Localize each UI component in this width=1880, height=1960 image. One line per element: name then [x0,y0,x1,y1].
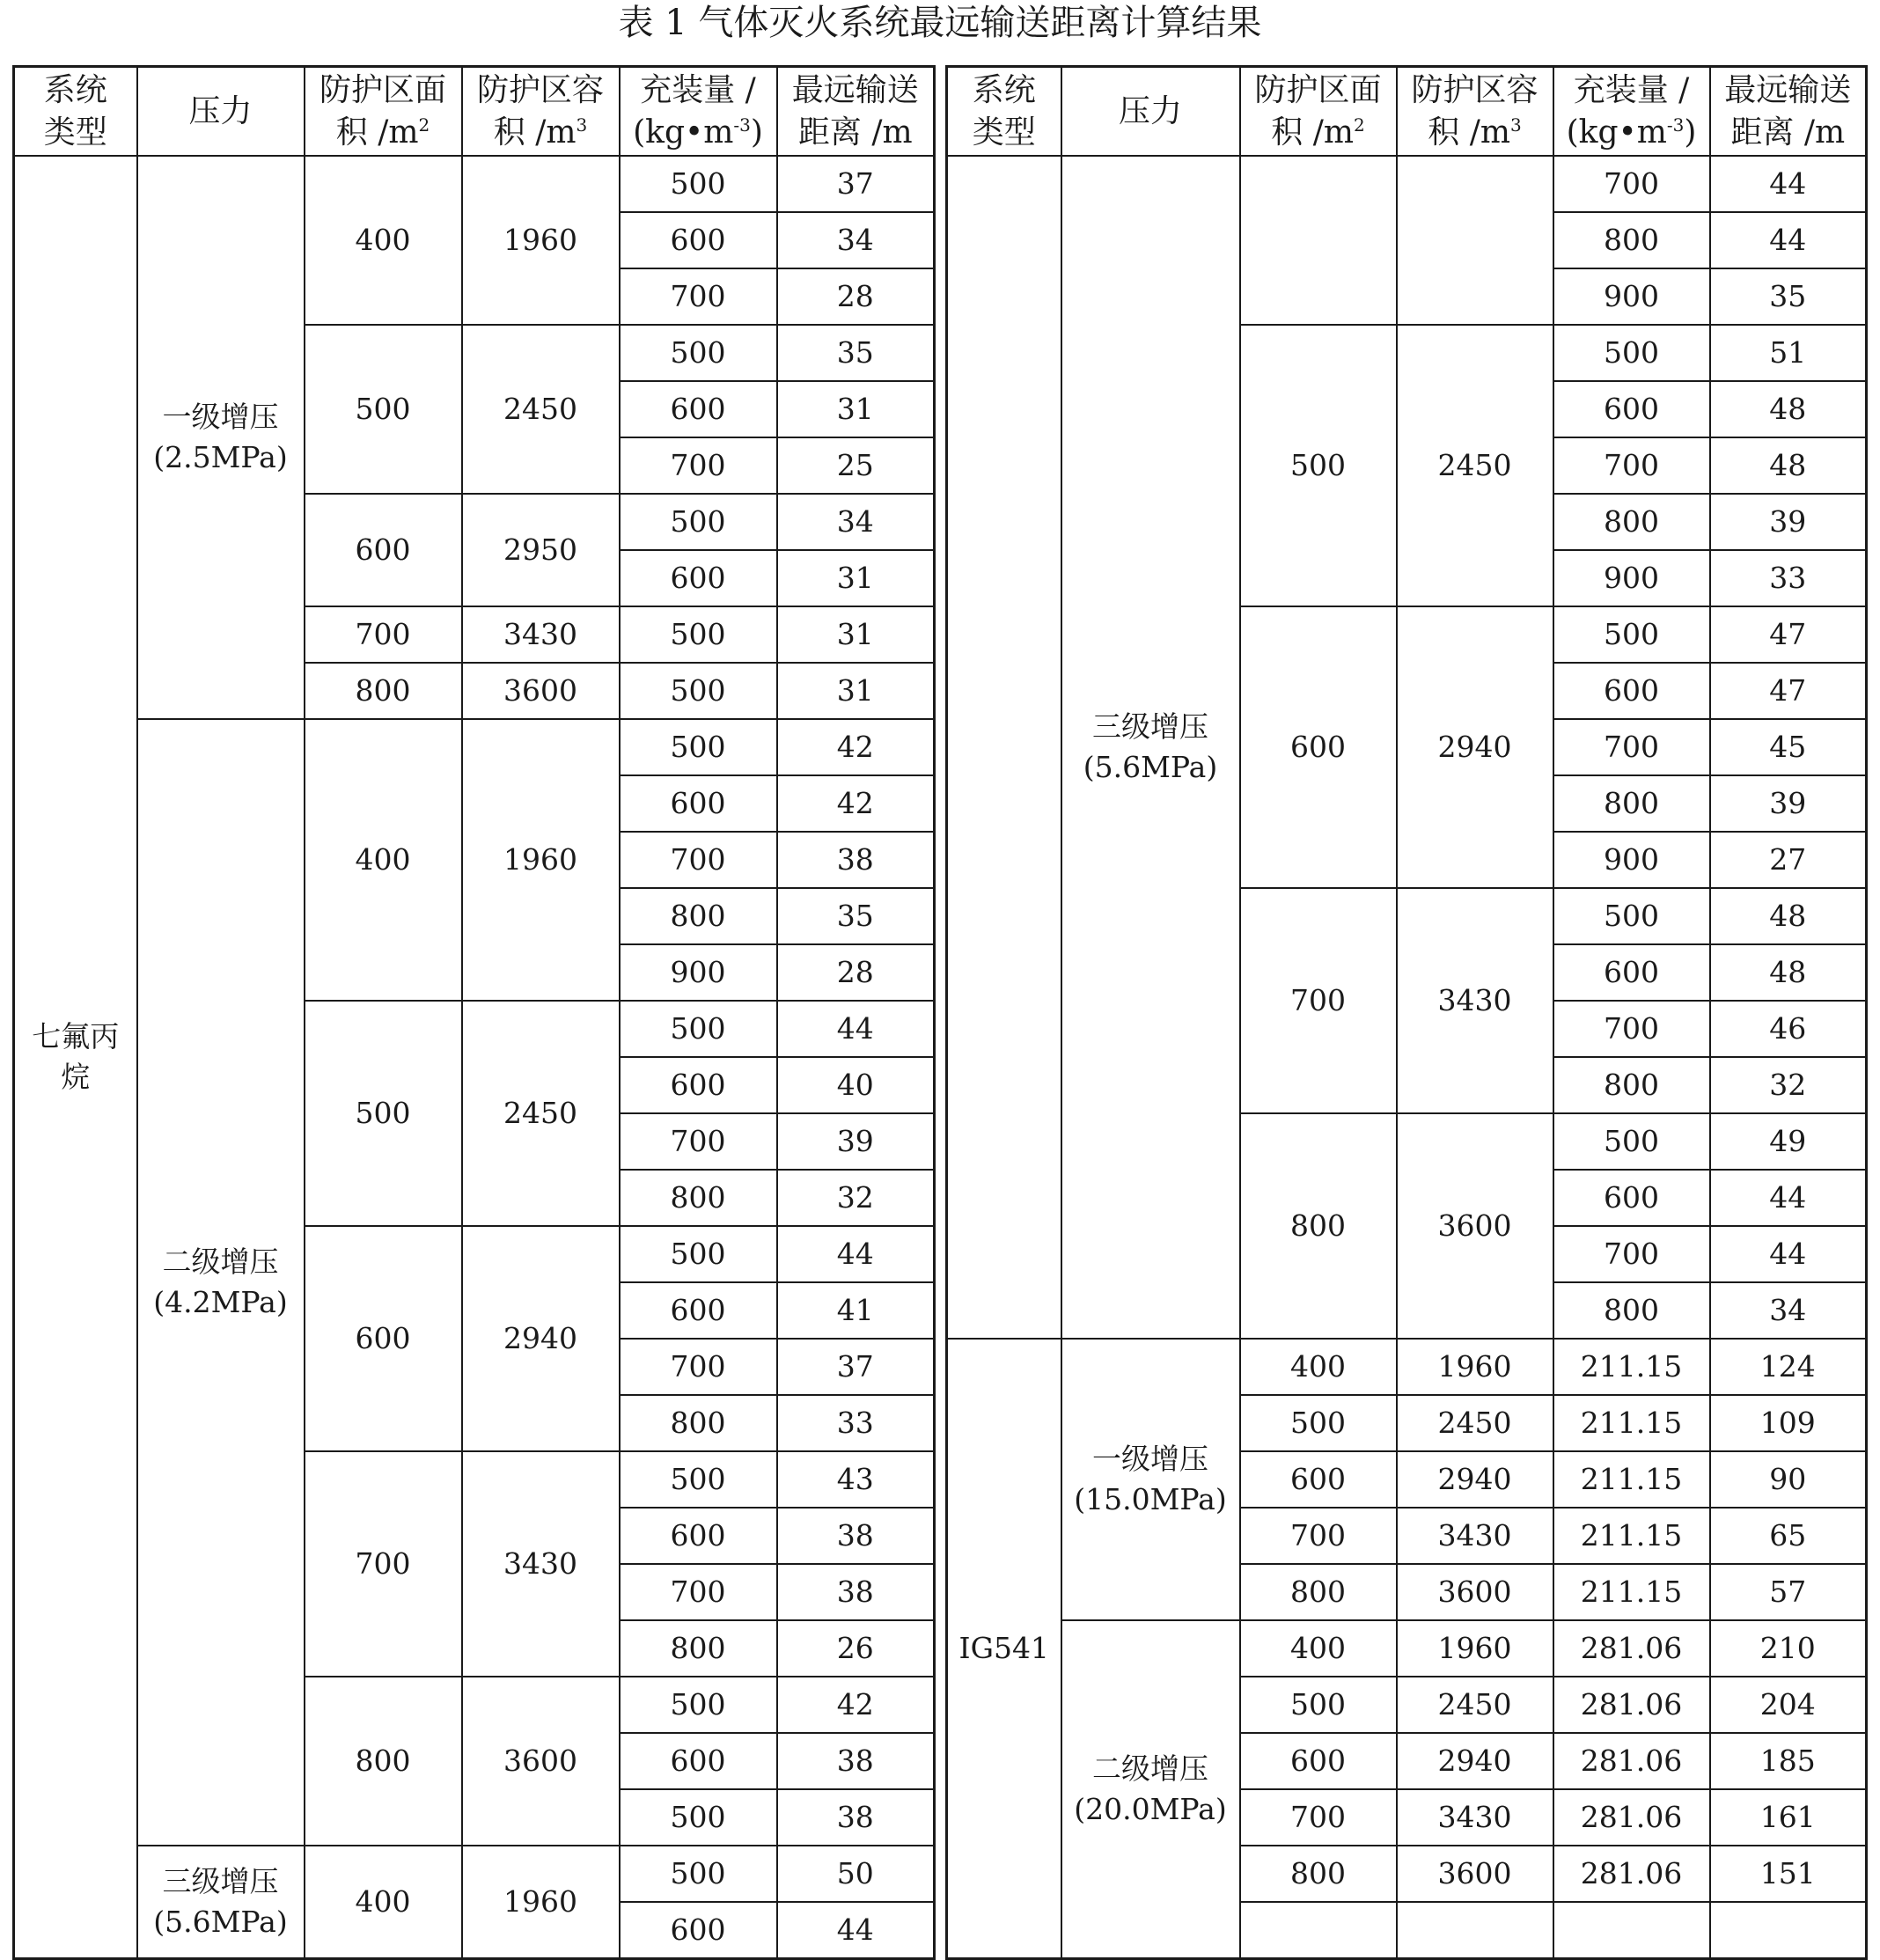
charge-cell: 700 [620,832,777,888]
header-distance: 最远输送 距离 /m [777,67,935,157]
area-cell: 700 [1240,1789,1397,1846]
distance-cell: 39 [777,1113,935,1170]
system-type-cell [947,156,1061,1339]
volume-cell: 2450 [1397,1395,1553,1451]
charge-cell: 700 [1553,1001,1710,1057]
charge-cell: 500 [620,325,777,381]
distance-cell: 161 [1710,1789,1867,1846]
distance-cell: 31 [777,381,935,437]
header-system-type: 系统 类型 [14,67,137,157]
distance-cell: 47 [1710,663,1867,719]
distance-cell: 57 [1710,1564,1867,1620]
volume-cell: 3600 [462,663,620,719]
distance-cell: 151 [1710,1846,1867,1902]
charge-cell: 600 [1553,944,1710,1001]
charge-cell: 700 [620,268,777,325]
distance-cell: 33 [777,1395,935,1451]
distance-cell: 49 [1710,1113,1867,1170]
charge-cell: 600 [1553,663,1710,719]
charge-cell: 600 [620,212,777,268]
charge-cell: 900 [1553,550,1710,606]
distance-cell: 46 [1710,1001,1867,1057]
area-cell: 400 [305,719,462,1001]
header-charge: 充装量 / $(kg•m^{-3})$ [620,67,777,157]
charge-cell: 500 [620,606,777,663]
distance-cell: 44 [1710,1170,1867,1226]
table-title: 表 1 气体灭火系统最远输送距离计算结果 [618,3,1262,43]
distance-cell: 28 [777,268,935,325]
system-type-cell [14,156,137,1959]
header-volume: 防护区容 积 $/m^3$ [1397,67,1553,157]
table-row [14,1846,935,1902]
pressure-label: 三级增压 [162,1864,279,1898]
charge-cell: 700 [1553,437,1710,494]
pressure-value: (20.0MPa) [1074,1792,1227,1826]
pressure-cell [1061,1339,1240,1620]
charge-cell: 500 [620,663,777,719]
volume-cell: 3430 [1397,888,1553,1113]
distance-cell: 39 [1710,775,1867,832]
area-cell: 600 [1240,1733,1397,1789]
distance-cell: 34 [777,494,935,550]
volume-cell: 3430 [1397,1789,1553,1846]
charge-cell: 700 [1553,719,1710,775]
charge-cell: 700 [620,437,777,494]
distance-cell: 31 [777,606,935,663]
distance-cell: 25 [777,437,935,494]
charge-cell: 500 [1553,325,1710,381]
charge-cell: 600 [1553,1170,1710,1226]
header-distance: 最远输送 距离 /m [1710,67,1867,157]
distance-cell: 39 [1710,494,1867,550]
charge-cell: 500 [620,1001,777,1057]
table-row [14,719,935,775]
charge-cell: 600 [1553,381,1710,437]
charge-cell: 500 [1553,606,1710,663]
area-cell: 800 [1240,1846,1397,1902]
distance-cell: 32 [777,1170,935,1226]
area-cell: 600 [305,494,462,606]
distance-cell: 41 [777,1282,935,1339]
volume-cell: 1960 [462,719,620,1001]
distance-cell: 185 [1710,1733,1867,1789]
charge-cell: 500 [620,1451,777,1508]
volume-cell: 2450 [1397,325,1553,606]
distance-cell: 34 [777,212,935,268]
distance-cell: 47 [1710,606,1867,663]
pressure-value: (2.5MPa) [153,440,288,474]
volume-cell: 3430 [1397,1508,1553,1564]
area-cell: 800 [305,663,462,719]
distance-cell: 31 [777,663,935,719]
charge-cell: 211.15 [1553,1451,1710,1508]
distance-cell: 44 [777,1001,935,1057]
volume-cell: 2450 [462,325,620,494]
volume-cell: 2940 [462,1226,620,1451]
area-cell: 500 [305,325,462,494]
charge-cell: 600 [620,1057,777,1113]
distance-cell: 37 [777,1339,935,1395]
charge-cell: 600 [620,550,777,606]
system-type-label-cont: 烷 [61,1060,91,1094]
charge-cell: 600 [620,381,777,437]
pressure-cell [137,719,305,1846]
charge-cell: 600 [620,775,777,832]
distance-cell: 31 [777,550,935,606]
charge-cell: 500 [620,494,777,550]
charge-cell: 211.15 [1553,1564,1710,1620]
charge-cell: 800 [1553,1057,1710,1113]
charge-cell: 600 [620,1733,777,1789]
header-volume: 防护区容 积 $/m^3$ [462,67,620,157]
header-row [947,67,1867,157]
charge-cell: 900 [1553,268,1710,325]
pressure-label: 二级增压 [162,1244,279,1279]
area-cell: 800 [1240,1113,1397,1339]
distance-cell: 28 [777,944,935,1001]
distance-cell: 48 [1710,437,1867,494]
charge-cell: 281.06 [1553,1733,1710,1789]
distance-cell: 35 [777,888,935,944]
area-cell: 400 [1240,1620,1397,1677]
area-cell: 500 [305,1001,462,1226]
area-cell: 600 [305,1226,462,1451]
volume-cell: 1960 [462,156,620,325]
charge-cell: 800 [1553,212,1710,268]
distance-cell: 38 [777,1733,935,1789]
charge-cell: 700 [620,1339,777,1395]
table-row [947,1620,1867,1677]
volume-cell: 3600 [1397,1846,1553,1902]
distance-cell: 38 [777,1564,935,1620]
distance-cell: 90 [1710,1451,1867,1508]
charge-cell: 211.15 [1553,1339,1710,1395]
pressure-value: (15.0MPa) [1074,1482,1227,1516]
header-charge: 充装量 / $(kg•m^{-3})$ [1553,67,1710,157]
area-cell: 800 [1240,1564,1397,1620]
pressure-cell [137,1846,305,1959]
pressure-label: 二级增压 [1092,1751,1208,1786]
header-pressure: 压力 [1061,67,1240,157]
charge-cell: 700 [1553,1226,1710,1282]
distance-cell: 32 [1710,1057,1867,1113]
table-row [14,156,935,212]
system-type-cell: IG541 [947,1339,1061,1959]
pressure-value: (5.6MPa) [1083,750,1218,784]
results-table-left [12,65,936,1960]
volume-cell: 3600 [1397,1113,1553,1339]
header-pressure: 压力 [137,67,305,157]
distance-cell: 38 [777,1789,935,1846]
pressure-cell [137,156,305,719]
charge-cell: 500 [620,1789,777,1846]
charge-cell: 800 [620,1620,777,1677]
charge-cell: 211.15 [1553,1395,1710,1451]
distance-cell: 204 [1710,1677,1867,1733]
area-cell: 700 [305,606,462,663]
distance-cell: 124 [1710,1339,1867,1395]
charge-cell: 800 [620,888,777,944]
distance-cell: 38 [777,832,935,888]
volume-cell [1397,156,1553,325]
table-row [947,1339,1867,1395]
volume-cell: 1960 [1397,1620,1553,1677]
distance-cell: 35 [1710,268,1867,325]
area-cell: 400 [305,156,462,325]
volume-cell: 3600 [1397,1564,1553,1620]
pressure-cell [1061,156,1240,1339]
pressure-cell [1061,1620,1240,1959]
area-cell: 500 [1240,1395,1397,1451]
distance-cell: 26 [777,1620,935,1677]
charge-cell: 211.15 [1553,1508,1710,1564]
volume-cell: 2950 [462,494,620,606]
area-cell: 700 [1240,1508,1397,1564]
distance-cell: 27 [1710,832,1867,888]
distance-cell: 34 [1710,1282,1867,1339]
area-cell: 400 [305,1846,462,1959]
charge-cell: 500 [620,156,777,212]
distance-cell: 50 [777,1846,935,1902]
distance-cell: 51 [1710,325,1867,381]
volume-cell: 3430 [462,606,620,663]
distance-cell: 48 [1710,888,1867,944]
volume-cell: 1960 [462,1846,620,1959]
charge-cell: 700 [620,1113,777,1170]
distance-cell: 42 [777,719,935,775]
charge-cell: 600 [620,1508,777,1564]
pressure-value: (5.6MPa) [153,1905,288,1939]
charge-cell: 700 [1553,156,1710,212]
results-table-right [945,65,1868,1960]
distance-cell: 33 [1710,550,1867,606]
distance-cell: 109 [1710,1395,1867,1451]
distance-cell: 42 [777,775,935,832]
distance-cell: 40 [777,1057,935,1113]
charge-cell: 281.06 [1553,1677,1710,1733]
distance-cell: 45 [1710,719,1867,775]
charge-cell: 900 [1553,832,1710,888]
area-cell: 600 [1240,1451,1397,1508]
distance-cell: 65 [1710,1508,1867,1564]
charge-cell: 500 [620,1846,777,1902]
volume-cell: 1960 [1397,1339,1553,1395]
charge-cell: 600 [620,1282,777,1339]
area-cell: 400 [1240,1339,1397,1395]
charge-cell: 500 [620,719,777,775]
distance-cell: 44 [1710,1226,1867,1282]
distance-cell: 44 [1710,212,1867,268]
charge-cell: 700 [620,1564,777,1620]
pressure-value: (4.2MPa) [153,1285,288,1319]
volume-cell: 2940 [1397,1733,1553,1789]
charge-cell: 600 [620,1902,777,1959]
volume-cell: 2940 [1397,606,1553,888]
charge-cell: 281.06 [1553,1846,1710,1902]
system-type-label: 七氟丙 [32,1019,120,1053]
distance-cell: 210 [1710,1620,1867,1677]
charge-cell: 500 [620,1677,777,1733]
header-system-type: 系统 类型 [947,67,1061,157]
pressure-label: 一级增压 [162,400,279,434]
volume-cell: 2450 [462,1001,620,1226]
charge-cell: 800 [1553,1282,1710,1339]
distance-cell: 44 [777,1226,935,1282]
area-cell: 800 [305,1677,462,1846]
volume-cell: 3600 [462,1677,620,1846]
distance-cell: 37 [777,156,935,212]
charge-cell: 800 [620,1170,777,1226]
pressure-label: 三级增压 [1092,709,1208,744]
volume-cell: 2940 [1397,1451,1553,1508]
charge-cell: 900 [620,944,777,1001]
charge-cell: 500 [1553,888,1710,944]
charge-cell: 500 [620,1226,777,1282]
area-cell [1240,156,1397,325]
area-cell: 500 [1240,1677,1397,1733]
distance-cell: 35 [777,325,935,381]
charge-cell: 800 [1553,775,1710,832]
distance-cell: 44 [1710,156,1867,212]
header-area: 防护区面 积 $/m^2$ [1240,67,1397,157]
distance-cell: 44 [777,1902,935,1959]
header-row [14,67,935,157]
pressure-label: 一级增压 [1092,1442,1208,1476]
volume-cell: 2450 [1397,1677,1553,1733]
charge-cell: 500 [1553,1113,1710,1170]
charge-cell: 281.06 [1553,1789,1710,1846]
header-area: 防护区面 积 $/m^2$ [305,67,462,157]
volume-cell: 3430 [462,1451,620,1677]
charge-cell: 281.06 [1553,1620,1710,1677]
distance-cell: 38 [777,1508,935,1564]
area-cell: 500 [1240,325,1397,606]
charge-cell: 800 [620,1395,777,1451]
charge-cell: 800 [1553,494,1710,550]
area-cell: 600 [1240,606,1397,888]
distance-cell: 48 [1710,944,1867,1001]
table-row [947,156,1867,212]
area-cell: 700 [305,1451,462,1677]
distance-cell: 43 [777,1451,935,1508]
area-cell: 700 [1240,888,1397,1113]
distance-cell: 42 [777,1677,935,1733]
distance-cell: 48 [1710,381,1867,437]
